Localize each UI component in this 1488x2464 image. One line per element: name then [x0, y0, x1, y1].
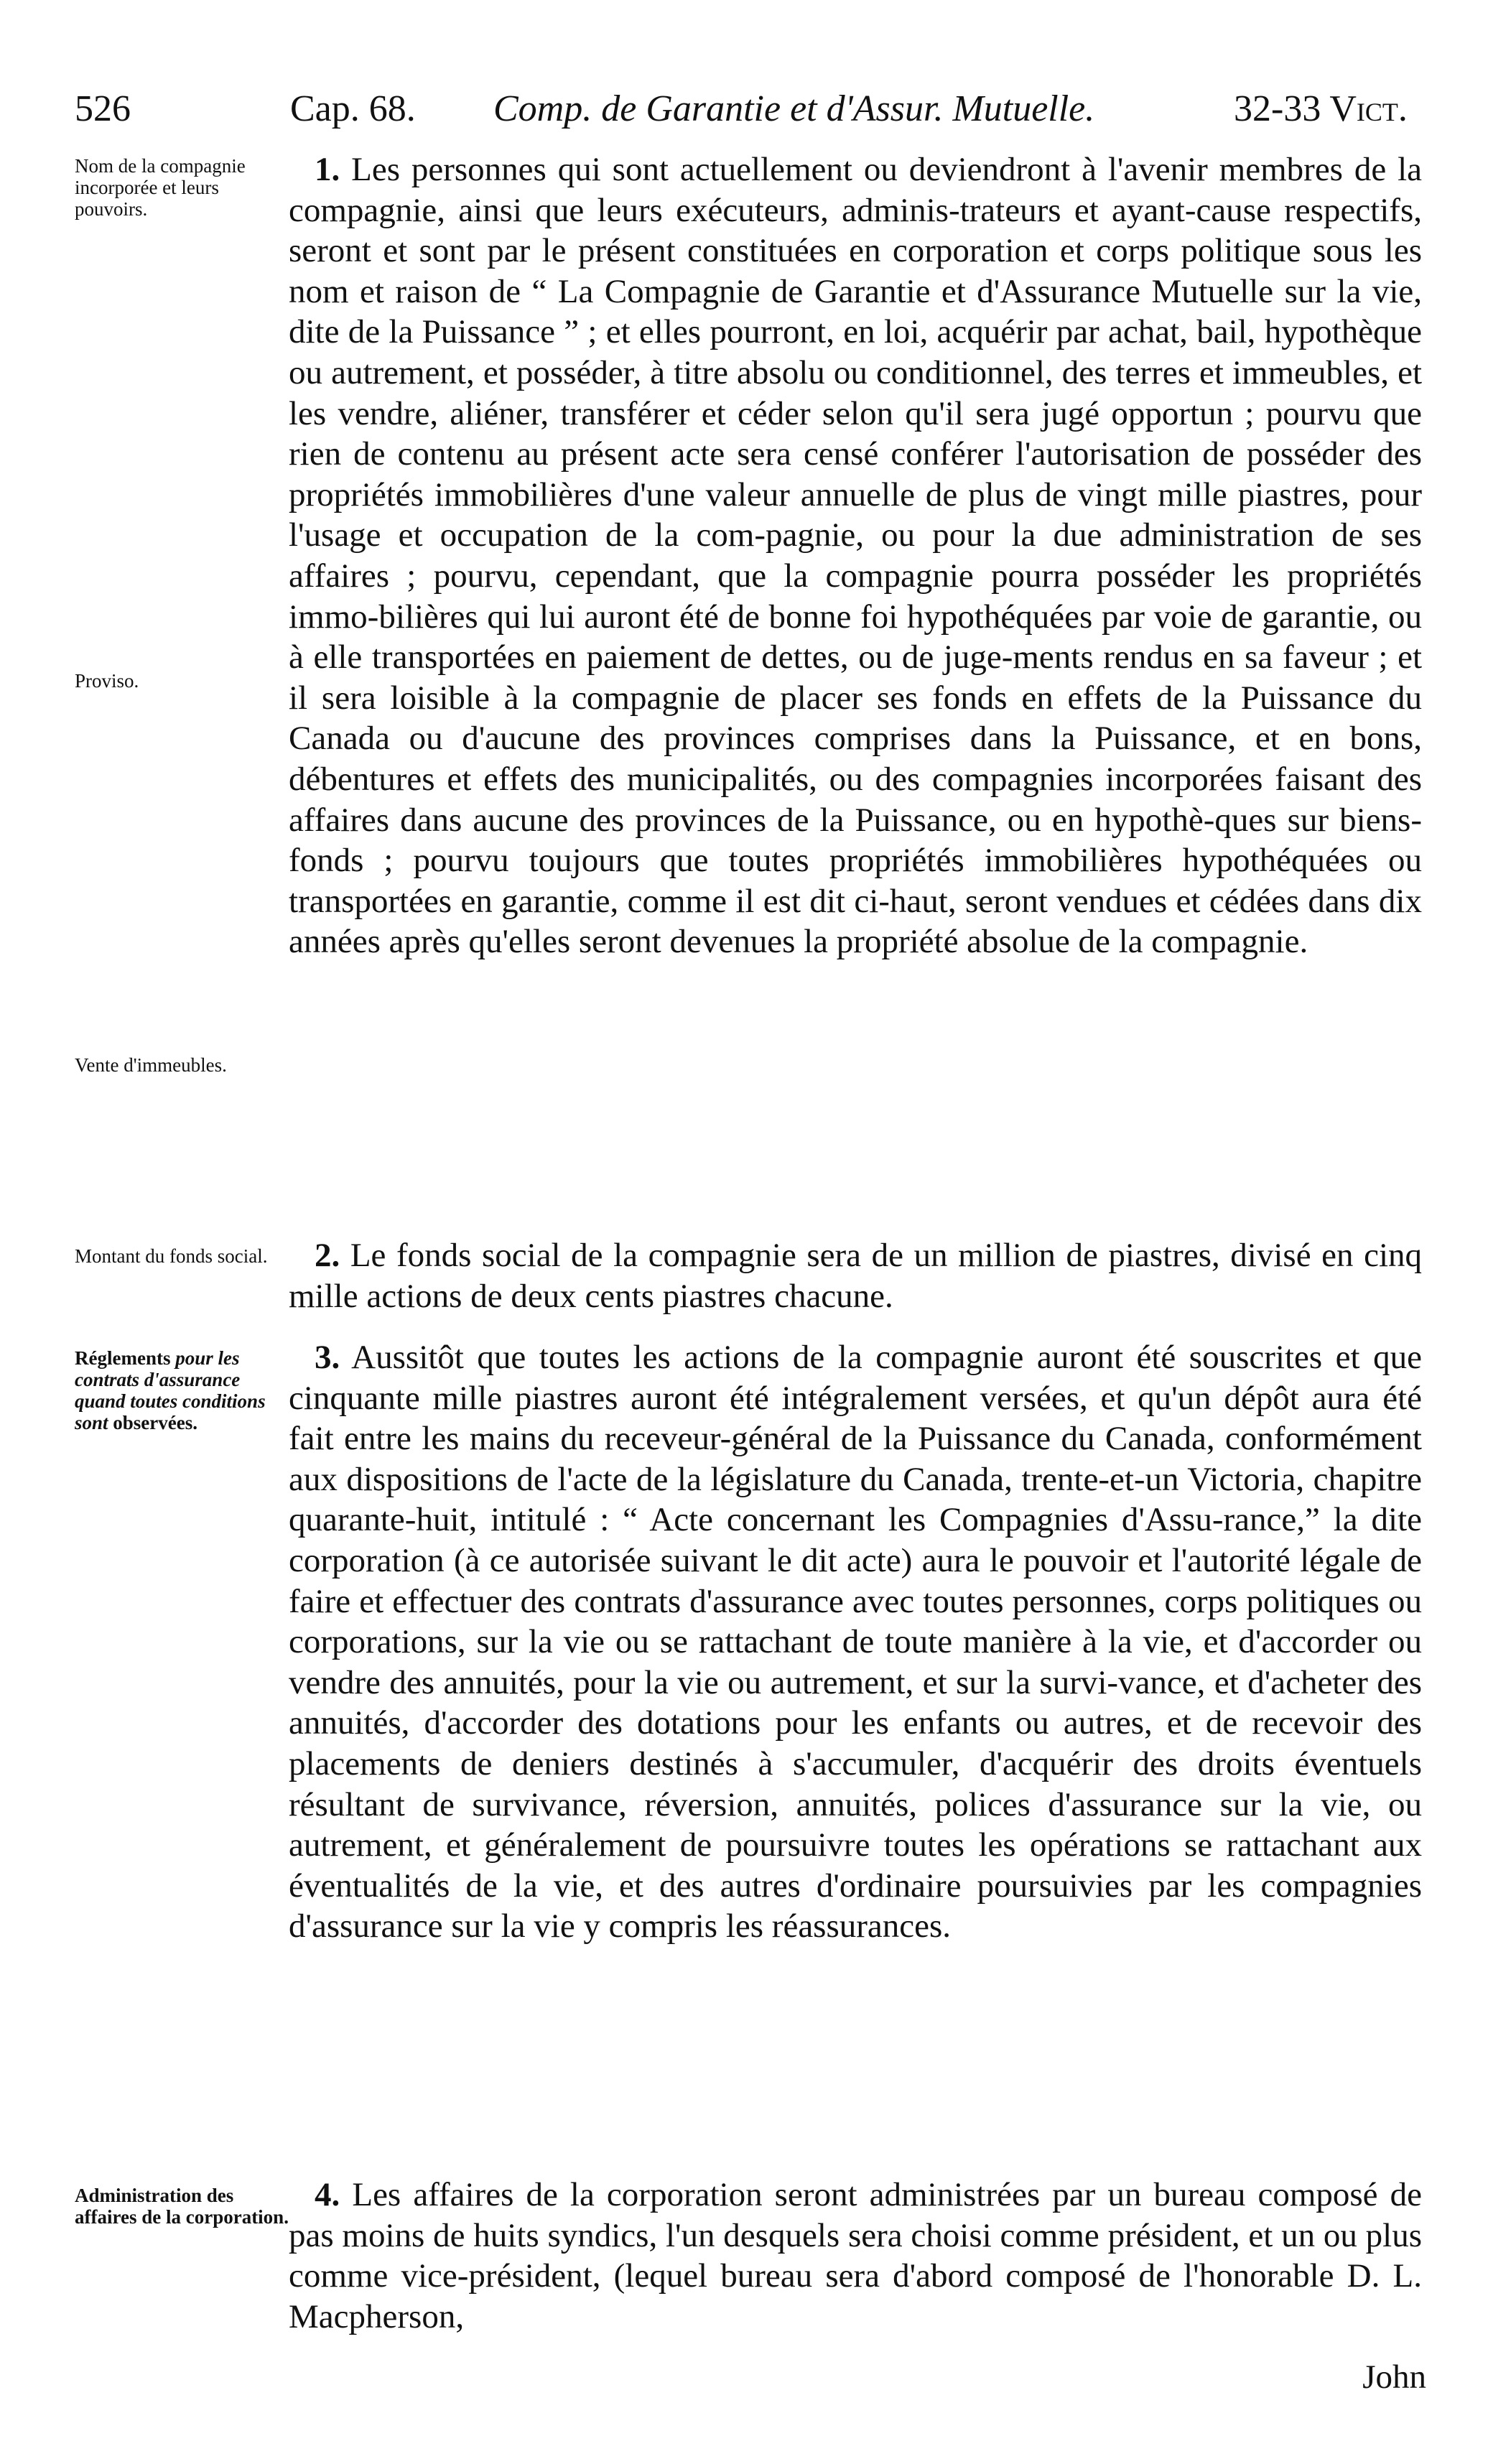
- section-4: [289, 2175, 1422, 2337]
- margin-note-montant: Montant du fonds social.: [75, 1245, 268, 1267]
- margin-note-reglements-head: Réglements: [75, 1347, 171, 1369]
- page-number: 526: [75, 88, 131, 129]
- section-4-number: 4.: [315, 2176, 340, 2213]
- section-4-text: Les affaires de la corporation seront administrées par un bureau composé de pas moins de huits syndics, l'un desquels sera choisi comme président, et un ou plus comme vice-président, (lequel bureau sera d'abord composé de l'honorable D. L. Macpherson,: [289, 2176, 1423, 2335]
- section-3-text: Aussitôt que toutes les actions de la compagnie auront été souscrites et que cinquante mille piastres auront été intégralement versées, et qu'un dépôt aura été fait entre les mains du receveur-général de la Puissance du Canada, conformément aux dispositions de l'acte de la législature du Canada, trente-et-un Victoria, chapitre quarante-huit, intitulé : “ Acte concernant les Compagnies d'Assu-rance,” la dite corporation (à ce autorisée suivant le dit acte) aura le pouvoir et l'autorité légale de faire et effectuer des contrats d'assurance avec toutes personnes, corps politiques ou corporations, sur la vie ou se rattachant de toute manière à la vie, et d'accorder ou vendre des annuités, pour la vie ou autrement, et sur la survi-vance, et d'acheter des annuités, d'accorder des dotations pour les enfants ou autres, et de recevoir des placements de deniers destinés à s'accumuler, d'acquérir des droits éventuels résultant de survivance, réversion, annuités, polices d'assurance sur la vie, ou autrement, et généralement de poursuivre toutes les opérations se rattachant aux éventualités de la vie, et des autres d'ordinaire poursuivies par les compagnies d'assurance sur la vie y compris les réassurances.: [289, 1339, 1422, 1945]
- section-2-text: Le fonds social de la compagnie sera de un million de piastres, divisé en cinq mille actions de deux cents piastres chacune.: [289, 1237, 1422, 1315]
- margin-note-reglements-body: pour les contrats d'assurance quand toutes conditions sont: [75, 1347, 266, 1433]
- running-title: Comp. de Garantie et d'Assur. Mutuelle.: [493, 88, 1095, 129]
- margin-note-reglements-tail: observées.: [113, 1412, 197, 1433]
- section-1-text: Les personnes qui sont actuellement ou deviendront à l'avenir membres de la compagnie, ainsi que leurs exécuteurs, adminis-trateurs et ayant-cause respectifs, seront et sont par le présent constituées en corporation et corps politique sous les nom et raison de “ La Compagnie de Garantie et d'Assurance Mutuelle sur la vie, dite de la Puissance ” ; et elles pourront, en loi, acquérir par achat, bail, hypothèque ou autrement, et posséder, à titre absolu ou conditionnel, des terres et immeubles, et les vendre, aliéner, transférer et céder selon qu'il sera jugé opportun ; pourvu que rien de contenu au présent acte sera censé conférer l'autorisation de posséder des propriétés immobilières d'une valeur annuelle de plus de vingt mille piastres, pour l'usage et occupation de la com-pagnie, ou pour la due administration de ses affaires ; pourvu, cependant, que la compagnie pourra posséder les propriétés immo-bilières qui lui auront été de bonne foi hypothéquées par voie de garantie, ou à elle transportées en paiement de dettes, ou de juge-ments rendus en sa faveur ; et il sera loisible à la compagnie de placer ses fonds en effets de la Puissance du Canada ou d'aucune des provinces comprises dans la Puissance, et en bons, débentures et effets des municipalités, ou des compagnies incorporées faisant des affaires dans aucune des provinces de la Puissance, ou en hypothè-ques sur biens-fonds ; pourvu toujours que toutes propriétés immobilières hypothéquées ou transportées en garantie, comme il est dit ci-haut, seront vendues et cédées dans dix années après qu'elles seront devenues la propriété absolue de la compagnie.: [289, 151, 1423, 961]
- margin-note-vente: Vente d'immeubles.: [75, 1054, 227, 1076]
- section-2-number: 2.: [315, 1237, 340, 1274]
- page-header: [75, 80, 1439, 138]
- section-2: [289, 1235, 1422, 1316]
- margin-note-reglements: [75, 1347, 290, 1433]
- chapter-label: Cap. 68.: [290, 88, 416, 129]
- section-3: [289, 1337, 1422, 1947]
- regnal-year: 32-33 Vict.: [1234, 88, 1408, 129]
- margin-note-proviso: Proviso.: [75, 670, 139, 692]
- margin-note-nom: Nom de la compagnie incorporée et leurs pouvoirs.: [75, 155, 246, 220]
- catchword: John: [1362, 2358, 1426, 2396]
- margin-note-administration: Administration des affaires de la corporation.: [75, 2185, 289, 2228]
- section-1: [289, 149, 1422, 962]
- section-3-number: 3.: [315, 1339, 340, 1376]
- section-1-number: 1.: [315, 151, 340, 188]
